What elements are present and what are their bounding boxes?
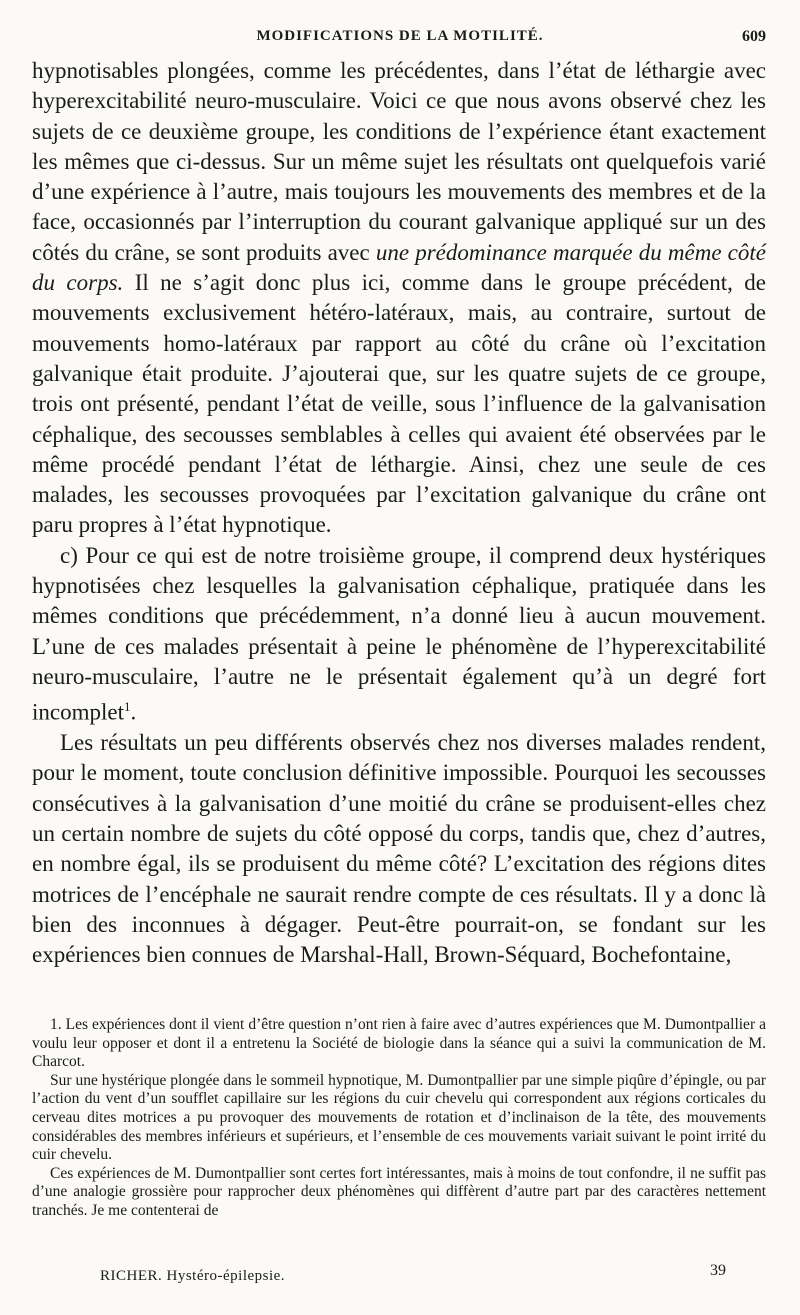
paragraph <box>32 541 766 728</box>
footnote-marker: 1 <box>123 699 131 715</box>
signature-mark: RICHER. Hystéro-épilepsie. <box>100 1268 286 1284</box>
paragraph <box>32 728 766 970</box>
paragraph-text: Il ne s’agit donc plus ici, comme dans le groupe précédent, de mouvements exclusivement hétéro-latéraux, mais, au contraire, surtout de mouvements homo-latéraux par rapport au côté du crâne où l’excitation galvanique était produite. J’ajouterai que, sur les quatre sujets de ce groupe, trois ont présenté, pendant l’état de veille, sous l’influence de la galvanisation céphalique, des secousses semblables à celles qui avaient été observées par le même procédé pendant l’état de léthargie. Ainsi, chez une seule de ces malades, les secousses provoquées par l’excitation galvanique du crâne ont paru propres à l’état hypnotique. <box>32 270 766 538</box>
body-text <box>32 56 766 971</box>
running-head: MODIFICATIONS DE LA MOTILITÉ. <box>256 28 544 44</box>
sheet-number: 39 <box>710 1262 726 1279</box>
footnote: 1. Les expériences dont il vient d’être question n’ont rien à faire avec d’autres expériences que M. Dumontpallier a voulu leur opposer et dont il a entretenu la Société de biologie dans la séance qui a suivi la communication de M. Charcot. <box>32 1016 766 1071</box>
page-header <box>34 28 766 52</box>
footnotes <box>32 1016 766 1221</box>
footnote: Ces expériences de M. Dumontpallier sont certes fort intéressantes, mais à moins de tout confondre, il ne suffit pas d’une analogie grossière pour rapprocher deux phénomènes qui diffèrent d’autre part par des caractères nettement tranchés. Je me contenterai de <box>32 1164 766 1219</box>
page-number: 609 <box>742 28 766 45</box>
footnote: Sur une hystérique plongée dans le sommeil hypnotique, M. Dumontpallier par une simple piqûre d’épingle, ou par l’action du vent d’un soufflet capillaire sur les régions du cuir chevelu qui correspondent aux régions corticales du cerveau dites motrices a pu provoquer des mouvements de rotation et d’inclinaison de la tête, des mouvements considérables des membres inférieurs et supérieurs, et l’ensemble de ces mouvements variait suivant le point irrité du cuir chevelu. <box>32 1071 766 1164</box>
paragraph-text: Les résultats un peu différents observés chez nos diverses malades rendent, pour le moment, toute conclusion définitive impossible. Pourquoi les secousses consécutives à la galvanisation d’une moitié du crâne se produisent-elles chez un certain nombre de sujets du côté opposé du corps, tandis que, chez d’autres, en nombre égal, ils se produisent du même côté? L’excitation des régions dites motrices de l’encéphale ne saurait rendre compte de ces résultats. Il y a donc là bien des inconnues à dégager. Peut-être pourrait-on, se fondant sur les expériences bien connues de Marshal-Hall, Brown-Séquard, Bochefontaine, <box>32 730 766 968</box>
italic-emphasis: une prédominance marquée du même côté du corps. <box>32 239 766 296</box>
paragraph-end: . <box>130 699 137 725</box>
paragraph-text: c) Pour ce qui est de notre troisième groupe, il comprend deux hystériques hypnotisées chez lesquelles la galvanisation céphalique, pratiquée dans les mêmes conditions que précédemment, n’a donné lieu à aucun mouvement. L’une de ces malades présentait à peine le phénomène de l’hyperexcitabilité neuro-musculaire, l’autre ne le présentait également qu’à un degré fort incomplet <box>32 542 766 725</box>
paragraph-text: hypnotisables plongées, comme les précédentes, dans l’état de léthargie avec hyperexcitabilité neuro-musculaire. Voici ce que nous avons observé chez les sujets de ce deuxième groupe, les conditions de l’expérience étant exactement les mêmes que ci-dessus. Sur un même sujet les résultats ont quelquefois varié d’une expérience à l’autre, mais toujours les mouvements des membres et de la face, occasionnés par l’interruption du courant galvanique appliqué sur un des côtés du crâne, se sont produits avec <box>32 58 766 265</box>
paragraph <box>32 56 766 541</box>
page-footer <box>60 1262 766 1290</box>
